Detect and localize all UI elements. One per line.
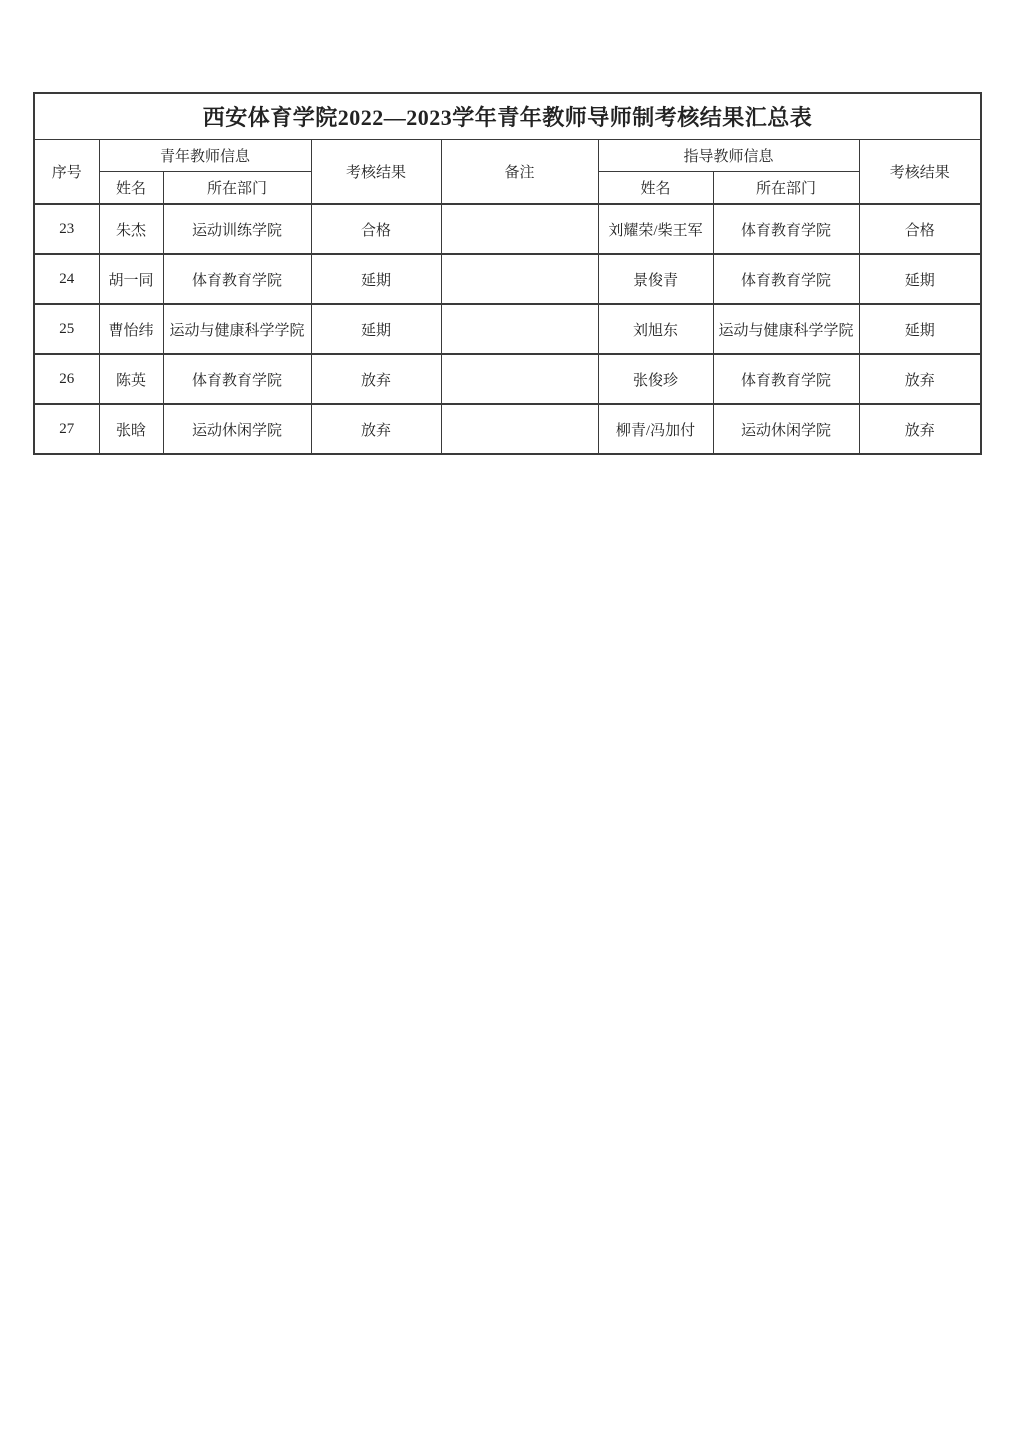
cell-serial: 26	[34, 354, 99, 404]
cell-teacher-name: 张晗	[99, 404, 163, 454]
table-title: 西安体育学院2022—2023学年青年教师导师制考核结果汇总表	[34, 93, 981, 140]
cell-teacher-department: 运动与健康科学学院	[163, 304, 311, 354]
table-row	[34, 304, 981, 354]
header-assessment-result: 考核结果	[311, 140, 441, 205]
cell-assessment-result: 合格	[311, 204, 441, 254]
cell-mentor-department: 体育教育学院	[713, 354, 859, 404]
cell-teacher-name: 胡一同	[99, 254, 163, 304]
cell-mentor-department: 运动休闲学院	[713, 404, 859, 454]
cell-mentor-name: 刘旭东	[598, 304, 713, 354]
cell-remark	[441, 354, 598, 404]
cell-mentor-assessment-result: 合格	[859, 204, 981, 254]
cell-mentor-assessment-result: 放弃	[859, 404, 981, 454]
cell-mentor-assessment-result: 延期	[859, 304, 981, 354]
cell-teacher-name: 曹怡纬	[99, 304, 163, 354]
cell-remark	[441, 404, 598, 454]
table-row	[34, 404, 981, 454]
header-mentor-department: 所在部门	[713, 172, 859, 205]
cell-assessment-result: 延期	[311, 254, 441, 304]
cell-mentor-name: 景俊青	[598, 254, 713, 304]
header-mentor-info: 指导教师信息	[598, 140, 859, 172]
cell-mentor-department: 体育教育学院	[713, 254, 859, 304]
header-young-teacher-info: 青年教师信息	[99, 140, 311, 172]
cell-assessment-result: 放弃	[311, 404, 441, 454]
header-mentor-assessment-result: 考核结果	[859, 140, 981, 205]
header-index: 序号	[34, 140, 99, 205]
cell-mentor-department: 体育教育学院	[713, 204, 859, 254]
cell-mentor-department: 运动与健康科学学院	[713, 304, 859, 354]
cell-mentor-assessment-result: 延期	[859, 254, 981, 304]
table-row	[34, 354, 981, 404]
assessment-summary-table	[33, 92, 982, 455]
cell-serial: 25	[34, 304, 99, 354]
cell-remark	[441, 254, 598, 304]
table-row	[34, 204, 981, 254]
cell-teacher-department: 体育教育学院	[163, 254, 311, 304]
cell-serial: 23	[34, 204, 99, 254]
table-title-row	[34, 93, 981, 140]
cell-serial: 24	[34, 254, 99, 304]
cell-mentor-name: 张俊珍	[598, 354, 713, 404]
cell-remark	[441, 304, 598, 354]
header-remark: 备注	[441, 140, 598, 205]
cell-teacher-department: 运动休闲学院	[163, 404, 311, 454]
header-mentor-name: 姓名	[598, 172, 713, 205]
cell-teacher-department: 体育教育学院	[163, 354, 311, 404]
cell-mentor-name: 刘耀荣/柴王军	[598, 204, 713, 254]
cell-mentor-name: 柳青/冯加付	[598, 404, 713, 454]
cell-teacher-department: 运动训练学院	[163, 204, 311, 254]
cell-teacher-name: 朱杰	[99, 204, 163, 254]
header-row-1	[34, 140, 981, 172]
header-teacher-department: 所在部门	[163, 172, 311, 205]
cell-remark	[441, 204, 598, 254]
cell-assessment-result: 延期	[311, 304, 441, 354]
cell-teacher-name: 陈英	[99, 354, 163, 404]
cell-serial: 27	[34, 404, 99, 454]
header-teacher-name: 姓名	[99, 172, 163, 205]
table-row	[34, 254, 981, 304]
cell-mentor-assessment-result: 放弃	[859, 354, 981, 404]
cell-assessment-result: 放弃	[311, 354, 441, 404]
